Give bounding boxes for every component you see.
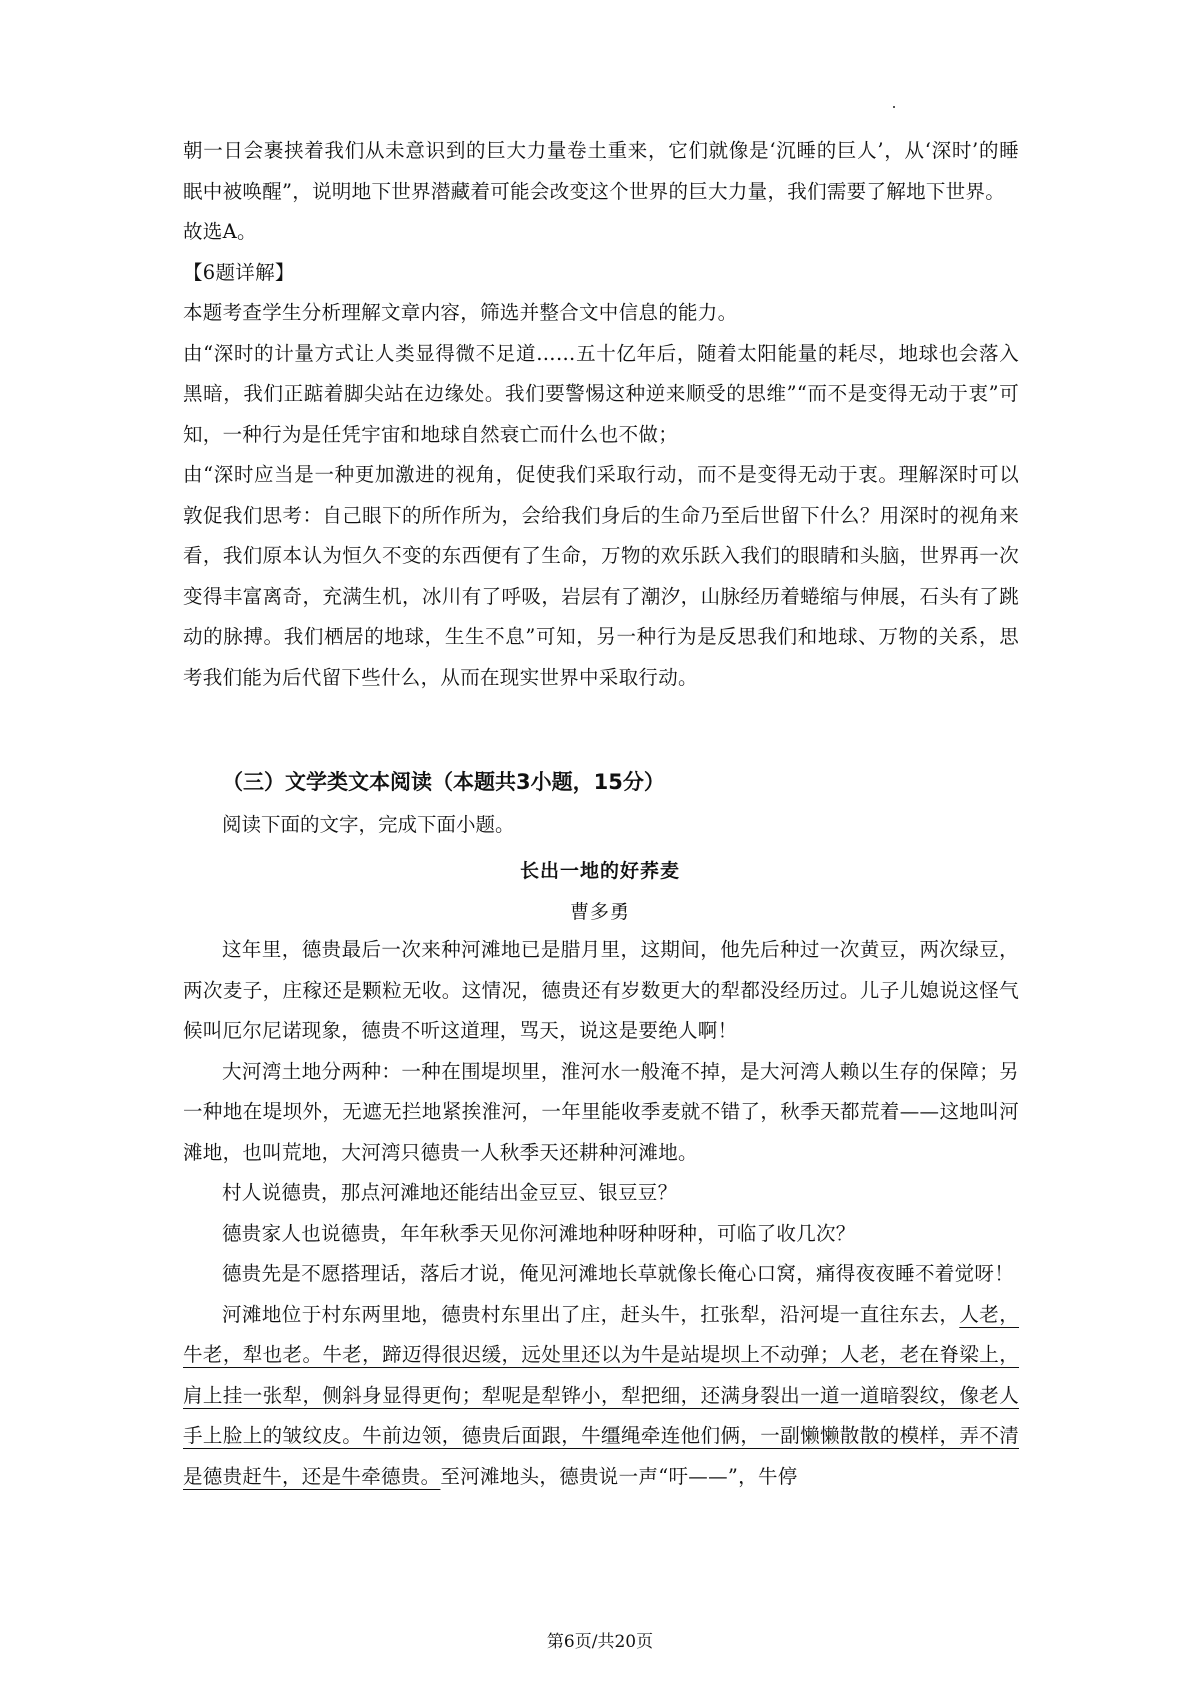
story-paragraph-4: 德贵家人也说德贵，年年秋季天见你河滩地种呀种呀种，可临了收几次？: [222, 1221, 856, 1245]
story-author: 曹多勇: [569, 901, 630, 923]
story-title: 长出一地的好荞麦: [519, 860, 680, 882]
analysis-continuation: 朝一日会裹挟着我们从未意识到的巨大力量卷土重来，它们就像是‘沉睡的巨人’，从‘深时’的睡眠中被唤醒”，说明地下世界潜藏着可能会改变这个世界的巨大力量，我们需要了解地下世界。: [183, 139, 1019, 203]
page-number: 第6页/共20页: [546, 1632, 654, 1652]
question-6-heading: 【6题详解】: [183, 260, 295, 284]
scan-speck: [893, 106, 895, 108]
story-paragraph-2: 大河湾土地分两种：一种在围堤坝里，淮河水一般淹不掉，是大河湾人赖以生存的保障；另一种地在堤坝外，无遮无拦地紧挨淮河，一年里能收季麦就不错了，秋季天都荒着——这地叫河滩地，也叫荒地，大河湾只德贵一人秋季天还耕种河滩地。: [183, 1059, 1019, 1164]
story-paragraph-6: [183, 1295, 1019, 1498]
story-paragraph-6-start: 河滩地位于村东两里地，德贵村东里出了庄，赶头牛，扛张犁，沿河堤一直往东去，: [222, 1302, 960, 1326]
story-paragraph-1: 这年里，德贵最后一次来种河滩地已是腊月里，这期间，他先后种过一次黄豆，两次绿豆，两次麦子，庄稼还是颗粒无收。这情况，德贵还有岁数更大的犁都没经历过。儿子儿媳说这怪气候叫厄尔尼诺现象，德贵不听这道理，骂天，说这是要绝人啊！: [183, 938, 1019, 1042]
underlined-passage: 人老，牛老，犁也老。牛老，蹄迈得很迟缓，远处里还以为牛是站堤坝上不动弹；人老，老在脊梁上，肩上挂一张犁，侧斜身显得更佝；犁呢是犁铧小，犁把细，还满身裂出一道一道暗裂纹，像老人手上脸上的皱纹皮。牛前边领，德贵后面跟，牛缰绳牵连他们俩，一副懒懒散散的模样，弄不清是德贵赶牛，还是牛牵德贵。: [183, 1302, 1019, 1488]
answer-line: 故选A。: [183, 220, 257, 243]
question-6-paragraph-1: 由“深时的计量方式让人类显得微不足道……五十亿年后，随着太阳能量的耗尽，地球也会落入黑暗，我们正踮着脚尖站在边缘处。我们要警惕这种逆来顺受的思维”“而不是变得无动于衷”可知，一种行为是任凭宇宙和地球自然衰亡而什么也不做；: [183, 341, 1019, 446]
story-paragraph-5: 德贵先是不愿搭理话，落后才说，俺见河滩地长草就像长俺心口窝，痛得夜夜睡不着觉呀！: [222, 1262, 1015, 1285]
question-6-paragraph-2: 由“深时应当是一种更加激进的视角，促使我们采取行动，而不是变得无动于衷。理解深时可以敦促我们思考：自己眼下的所作所为，会给我们身后的生命乃至后世留下什么？用深时的视角来看，我们原本认为恒久不变的东西便有了生命，万物的欢乐跃入我们的眼睛和头脑，世界再一次变得丰富离奇，充满生机，冰川有了呼吸，岩层有了潮汐，山脉经历着蜷缩与伸展，石头有了跳动的脉搏。我们栖居的地球，生生不息”可知，另一种行为是反思我们和地球、万物的关系，思考我们能为后代留下些什么，从而在现实世界中采取行动。: [183, 463, 1019, 689]
section-instruction: 阅读下面的文字，完成下面小题。: [222, 813, 515, 836]
analysis-block: [183, 131, 1019, 698]
story-paragraph-3: 村人说德贵，那点河滩地还能结出金豆豆、银豆豆？: [222, 1181, 678, 1204]
question-6-intro: 本题考查学生分析理解文章内容，筛选并整合文中信息的能力。: [183, 301, 738, 324]
section-heading: （三）文学类文本阅读（本题共3小题，15分）: [222, 770, 665, 794]
story-body: [183, 930, 1019, 1497]
story-paragraph-6-end: 至河滩地头，德贵说一声“吁——”，牛停: [440, 1464, 798, 1488]
